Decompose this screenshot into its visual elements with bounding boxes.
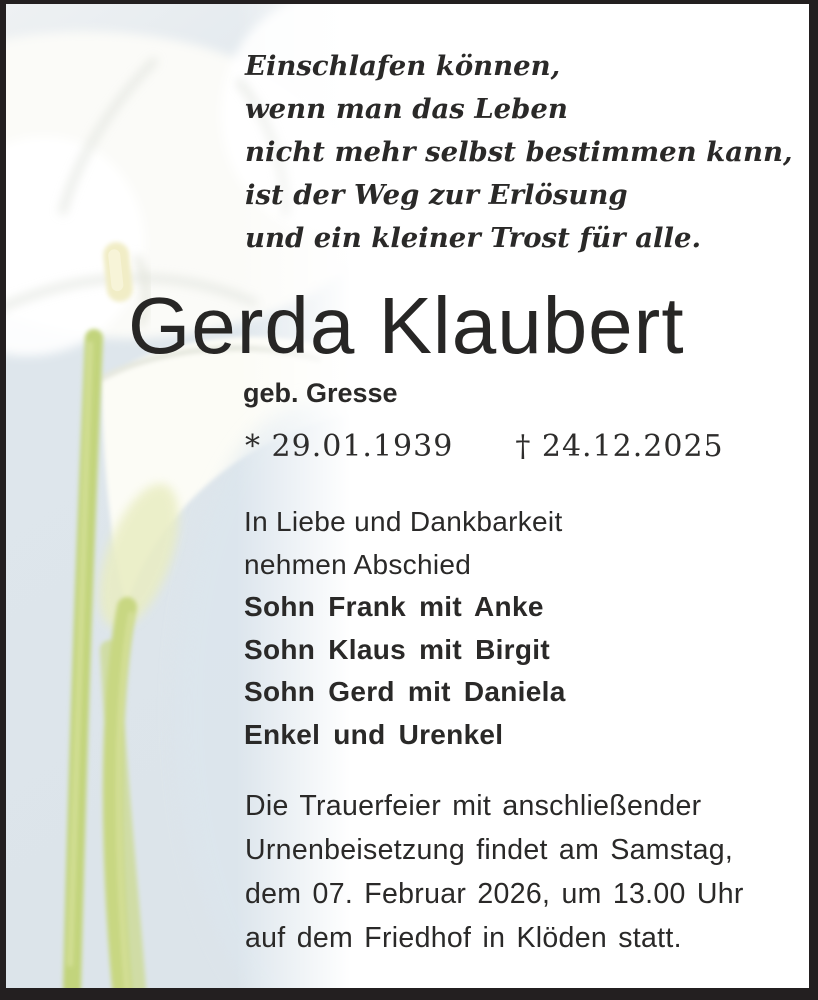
birth-date <box>245 429 453 464</box>
mourner-line: Enkel und Urenkel <box>244 718 504 750</box>
death-date-value: 24.12.2025 <box>541 429 724 464</box>
maiden-name: geb. Gresse <box>243 378 398 408</box>
mourner-line: Sohn Frank mit Anke <box>244 591 544 623</box>
mourners-block <box>244 501 566 757</box>
funeral-line: Die Trauerfeier mit anschließender <box>245 790 702 822</box>
funeral-line: Urnenbeisetzung findet am Samstag, <box>245 834 734 866</box>
farewell-line: In Liebe und Dankbarkeit <box>244 506 563 537</box>
poem-line: wenn man das Leben <box>245 93 568 125</box>
poem <box>245 45 793 260</box>
farewell-line: nehmen Abschied <box>244 548 472 580</box>
birth-symbol: * <box>245 429 261 464</box>
funeral-line: auf dem Friedhof in Klöden statt. <box>245 922 682 954</box>
funeral-line: dem 07. Februar 2026, um 13.00 Uhr <box>245 878 744 910</box>
death-date <box>515 429 723 464</box>
poem-line: und ein kleiner Trost für alle. <box>245 222 702 254</box>
deceased-name: Gerda Klaubert <box>128 281 685 370</box>
mourner-line: Sohn Gerd mit Daniela <box>244 676 566 708</box>
life-dates <box>245 428 724 466</box>
poem-line: Einschlafen können, <box>245 50 561 82</box>
death-symbol: † <box>515 429 532 464</box>
funeral-details <box>245 784 744 960</box>
obituary-page <box>6 4 809 988</box>
mourner-line: Sohn Klaus mit Birgit <box>244 633 550 665</box>
birth-date-value: 29.01.1939 <box>271 429 454 464</box>
poem-line: ist der Weg zur Erlösung <box>245 179 628 211</box>
poem-line: nicht mehr selbst bestimmen kann, <box>245 136 793 168</box>
